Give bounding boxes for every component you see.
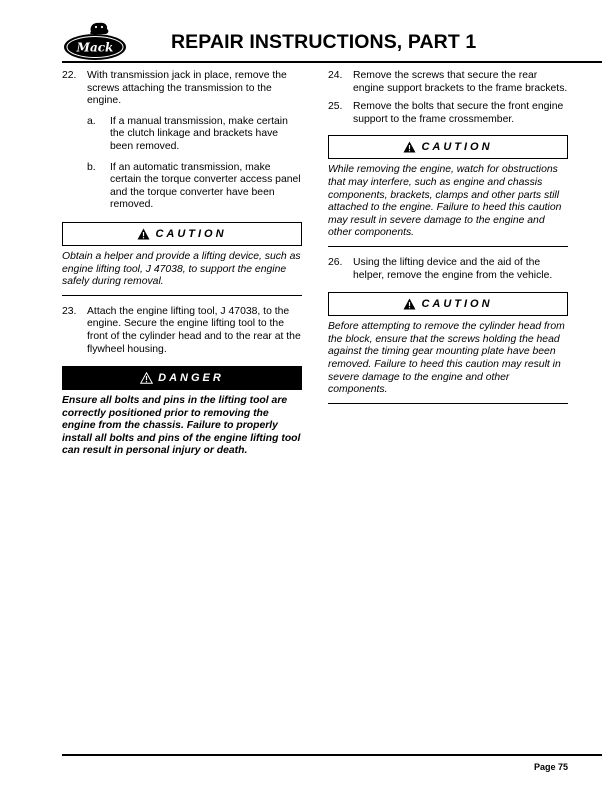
warning-icon [403, 141, 416, 153]
step-text: Using the lifting device and the aid of the helper, remove the engine from the vehicle. [353, 256, 553, 281]
header-rule [62, 61, 602, 63]
substep-letter: b. [87, 161, 96, 173]
caution-text: Obtain a helper and provide a lifting device, such as engine lifting tool, J 47038, to support the engine safely during removal. [62, 251, 302, 296]
step-text: Remove the screws that secure the rear engine support brackets to the frame brackets. [353, 70, 568, 94]
step-text: Attach the engine lifting tool, J 47038, to the engine. Secure the engine lifting tool to the front of the cylinder head and to the rear at the flywheel housing. [87, 305, 301, 355]
page-number: Page 75 [533, 762, 568, 772]
left-column [62, 70, 302, 464]
step-number: 25. [328, 101, 343, 113]
step-number: 22. [62, 70, 77, 81]
danger-header [62, 366, 302, 390]
step-22 [62, 70, 302, 108]
step-number: 24. [328, 70, 343, 81]
caution-header [62, 222, 302, 246]
substep-a [62, 116, 302, 154]
mack-logo [62, 20, 134, 64]
step-number: 23. [62, 305, 77, 317]
substep-text: If a manual transmission, make certain the clutch linkage and brackets have been removed. [110, 115, 288, 152]
caution-text: While removing the engine, watch for obstructions that may interfere, such as engine and chassis components, brackets, clamps and other parts still attached to the engine. Failure to heed this caution may result in severe damage to the engine and other components. [328, 164, 568, 247]
caution-label: CAUTION [421, 297, 493, 310]
right-column [328, 70, 568, 404]
step-23 [62, 306, 302, 356]
caution-label: CAUTION [155, 227, 227, 240]
page-title: REPAIR INSTRUCTIONS, PART 1 [171, 31, 477, 53]
caution-header [328, 135, 568, 159]
step-26 [328, 257, 568, 282]
step-24 [328, 70, 568, 95]
caution-header [328, 292, 568, 316]
danger-label: DANGER [158, 371, 224, 384]
substep-letter: a. [87, 115, 96, 127]
caution-label: CAUTION [421, 141, 493, 154]
warning-icon [137, 228, 150, 240]
caution-text: Before attempting to remove the cylinder head from the block, ensure that the screws holding the head against the timing gear mounting plate have been removed. Failure to heed this caution may result in severe damage to the engine and other components. [328, 321, 568, 404]
logo-text: Mack [76, 40, 114, 55]
substep-b [62, 162, 302, 212]
warning-icon [403, 298, 416, 310]
step-number: 26. [328, 256, 343, 268]
warning-icon [140, 372, 153, 384]
step-text: With transmission jack in place, remove the screws attaching the transmission to the engine. [87, 70, 287, 107]
substep-text: If an automatic transmission, make certain the torque converter access panel and the torque converter have been removed. [110, 161, 301, 211]
step-25 [328, 101, 568, 126]
danger-text: Ensure all bolts and pins in the lifting tool are correctly positioned prior to removing the engine from the chassis. Failure to properly install all bolts and pins of the engine lifting tool can result in personal injury or death. [62, 395, 301, 457]
step-text: Remove the bolts that secure the front engine support to the frame crossmember. [353, 101, 564, 125]
page-header [62, 18, 602, 62]
footer-rule [62, 754, 602, 756]
